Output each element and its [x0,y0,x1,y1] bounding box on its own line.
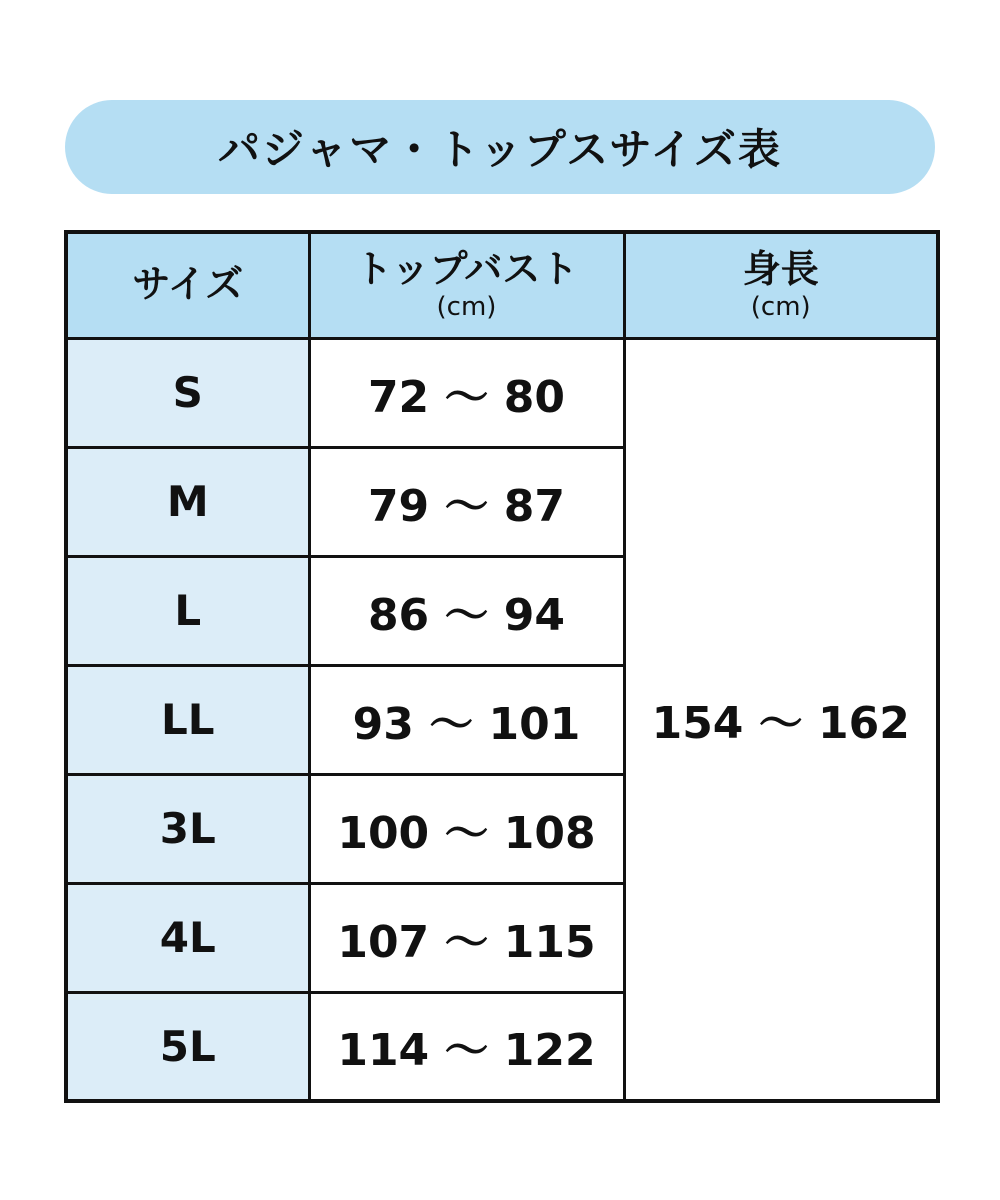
title-pill [65,100,935,194]
header-bust [309,232,624,338]
header-bust-unit: (cm) [436,291,497,322]
header-height-label: 身長 [742,247,819,292]
bust-cell: 79 〜 87 [309,447,624,556]
table-row [66,338,938,447]
table-header-row [66,232,938,338]
header-bust-label: トップバスト [354,247,579,292]
size-cell: L [66,556,309,665]
size-cell: 4L [66,883,309,992]
header-size-label: サイズ [132,262,244,307]
bust-cell: 86 〜 94 [309,556,624,665]
header-size [66,232,309,338]
size-cell: LL [66,665,309,774]
header-height [624,232,938,338]
bust-cell: 72 〜 80 [309,338,624,447]
bust-cell: 107 〜 115 [309,883,624,992]
page-title: パジャマ・トップスサイズ表 [217,125,783,174]
size-cell: 5L [66,992,309,1101]
size-chart-table [64,230,940,1103]
bust-cell: 100 〜 108 [309,774,624,883]
bust-cell: 114 〜 122 [309,992,624,1101]
size-cell: S [66,338,309,447]
header-height-unit: (cm) [750,291,811,322]
size-cell: M [66,447,309,556]
size-cell: 3L [66,774,309,883]
height-cell: 154 〜 162 [624,338,938,1101]
bust-cell: 93 〜 101 [309,665,624,774]
